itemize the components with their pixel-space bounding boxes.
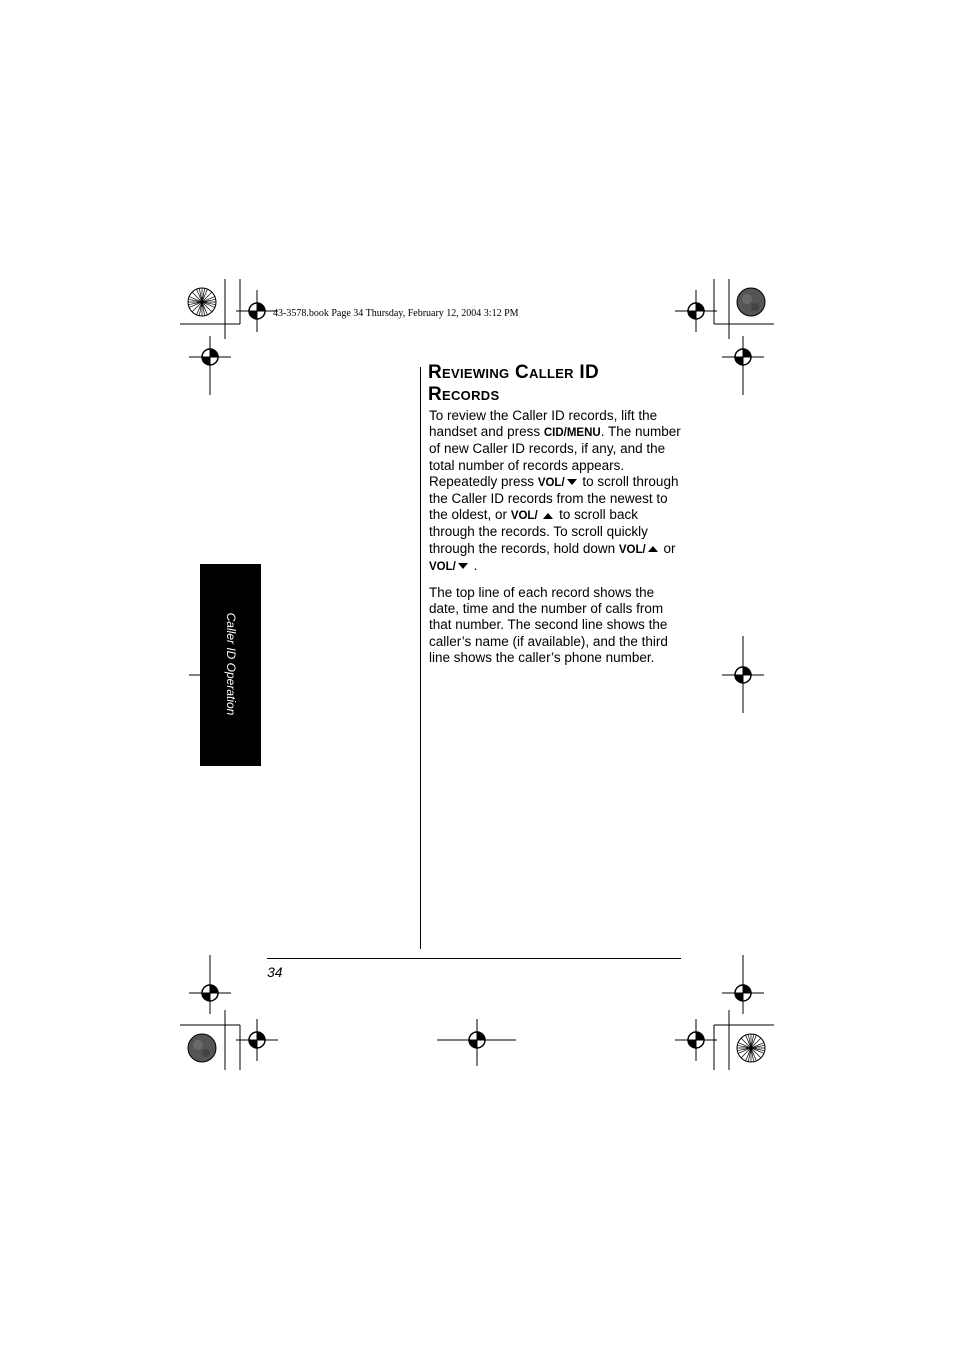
arrow-up-icon [541,511,555,521]
section-title [428,362,688,406]
chapter-tab-label: Caller ID Operation [223,612,238,716]
vol-key: VOL/ [537,476,565,489]
footer-rule [267,958,681,959]
page-number: 34 [267,964,283,980]
chapter-side-tab [200,564,261,766]
body-text [429,408,681,666]
section-title-line1: Reviewing Caller ID [428,362,600,383]
vol-key: VOL/ [510,510,538,523]
arrow-down-icon [456,561,470,571]
section-title-line2: Records [428,384,500,405]
paragraph-reviewing: To review the Caller ID records, lift the handset and press CID/MENU. The number of new Caller ID records, if any, and the total number of records appears. Repeatedly press VOL/ to scroll through the Caller ID records from the newest to the oldest, or VOL/ to scroll back through the records. To scroll quickly through the records, hold down VOL/ or VOL/ . [429,408,681,573]
vol-key: VOL/ [429,560,456,573]
arrow-up-icon [646,544,660,554]
vol-key: VOL/ [618,543,646,556]
paragraph-record-lines: The top line of each record shows the date, time and the number of calls from that number. The second line shows the caller’s name (if available), and the third line shows the caller’s phone number. [429,585,668,665]
file-info-header: 43-3578.book Page 34 Thursday, February 12, 2004 3:12 PM [273,308,519,319]
arrow-down-icon [565,477,579,487]
cid-menu-key: CID/MENU [543,427,601,440]
column-divider [420,367,421,949]
